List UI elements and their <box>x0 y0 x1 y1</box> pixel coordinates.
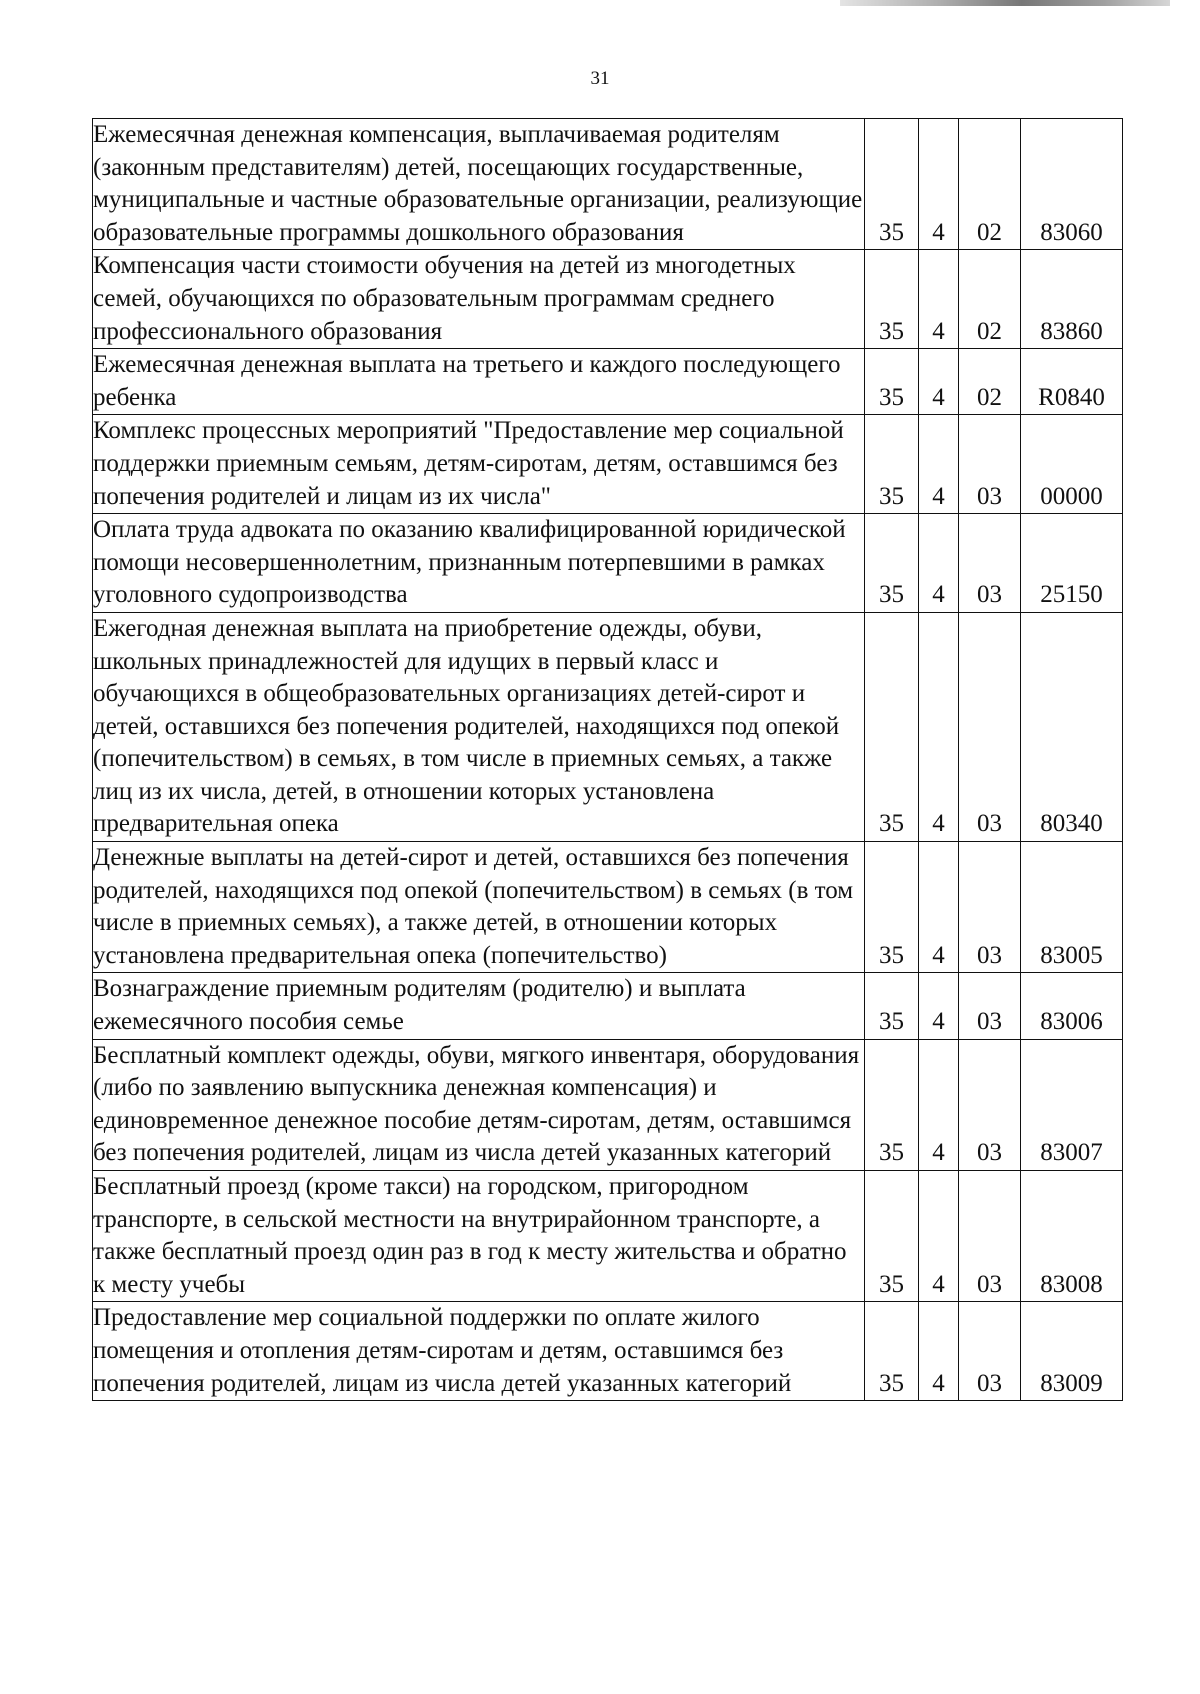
activity-code: 02 <box>959 250 1021 349</box>
table-row <box>93 119 1123 250</box>
direction-code: 83860 <box>1021 250 1123 349</box>
direction-code: 83005 <box>1021 842 1123 973</box>
direction-code: 83009 <box>1021 1302 1123 1401</box>
subprogram-code: 4 <box>919 1171 959 1302</box>
direction-code: 80340 <box>1021 612 1123 841</box>
direction-code: 83060 <box>1021 119 1123 250</box>
program-code: 35 <box>865 250 919 349</box>
program-code: 35 <box>865 973 919 1039</box>
table-row <box>93 514 1123 613</box>
row-name: Ежемесячная денежная выплата на третьего и каждого последующего ребенка <box>93 349 865 415</box>
activity-code: 02 <box>959 349 1021 415</box>
subprogram-code: 4 <box>919 349 959 415</box>
row-name: Денежные выплаты на детей-сирот и детей, оставшихся без попечения родителей, находящихся под опекой (попечительством) в семьях (в том числе в приемных семьях), а также детей, в отношении которых установлена предварительная опека (попечительство) <box>93 842 865 973</box>
activity-code: 02 <box>959 119 1021 250</box>
activity-code: 03 <box>959 612 1021 841</box>
program-code: 35 <box>865 514 919 613</box>
row-name: Комплекс процессных мероприятий "Предоставление мер социальной поддержки приемным семьям, детям-сиротам, детям, оставшимся без попечения родителей и лицам из их числа" <box>93 415 865 514</box>
subprogram-code: 4 <box>919 119 959 250</box>
activity-code: 03 <box>959 842 1021 973</box>
direction-code: 83006 <box>1021 973 1123 1039</box>
row-name: Ежемесячная денежная компенсация, выплачиваемая родителям (законным представителям) детей, посещающих государственные, муниципальные и частные образовательные организации, реализующие образовательные программы дошкольного образования <box>93 119 865 250</box>
subprogram-code: 4 <box>919 415 959 514</box>
program-code: 35 <box>865 1039 919 1170</box>
table-row <box>93 842 1123 973</box>
activity-code: 03 <box>959 415 1021 514</box>
table-row <box>93 415 1123 514</box>
row-name: Оплата труда адвоката по оказанию квалифицированной юридической помощи несовершеннолетним, признанным потерпевшими в рамках уголовного судопроизводства <box>93 514 865 613</box>
table-row <box>93 612 1123 841</box>
table-row <box>93 1171 1123 1302</box>
activity-code: 03 <box>959 1039 1021 1170</box>
activity-code: 03 <box>959 1171 1021 1302</box>
activity-code: 03 <box>959 973 1021 1039</box>
direction-code: R0840 <box>1021 349 1123 415</box>
program-code: 35 <box>865 842 919 973</box>
budget-classification-table <box>92 118 1123 1401</box>
row-name: Бесплатный комплект одежды, обуви, мягкого инвентаря, оборудования (либо по заявлению выпускника денежная компенсация) и единовременное денежное пособие детям-сиротам, детям, оставшимся без попечения родителей, лицам из числа детей указанных категорий <box>93 1039 865 1170</box>
row-name: Ежегодная денежная выплата на приобретение одежды, обуви, школьных принадлежностей для идущих в первый класс и обучающихся в общеобразовательных организациях детей-сирот и детей, оставшихся без попечения родителей, находящихся под опекой (попечительством) в семьях, в том числе в приемных семьях, а также лиц из их числа, детей, в отношении которых установлена предварительная опека <box>93 612 865 841</box>
direction-code: 25150 <box>1021 514 1123 613</box>
program-code: 35 <box>865 1171 919 1302</box>
subprogram-code: 4 <box>919 612 959 841</box>
subprogram-code: 4 <box>919 973 959 1039</box>
program-code: 35 <box>865 1302 919 1401</box>
scan-artifact <box>840 0 1170 6</box>
program-code: 35 <box>865 612 919 841</box>
direction-code: 00000 <box>1021 415 1123 514</box>
program-code: 35 <box>865 415 919 514</box>
row-name: Предоставление мер социальной поддержки по оплате жилого помещения и отопления детям-сиротам и детям, оставшимся без попечения родителей, лицам из числа детей указанных категорий <box>93 1302 865 1401</box>
subprogram-code: 4 <box>919 1039 959 1170</box>
program-code: 35 <box>865 119 919 250</box>
row-name: Компенсация части стоимости обучения на детей из многодетных семей, обучающихся по образовательным программам среднего профессионального образования <box>93 250 865 349</box>
subprogram-code: 4 <box>919 514 959 613</box>
table-row <box>93 250 1123 349</box>
subprogram-code: 4 <box>919 250 959 349</box>
subprogram-code: 4 <box>919 1302 959 1401</box>
program-code: 35 <box>865 349 919 415</box>
table-row <box>93 1039 1123 1170</box>
activity-code: 03 <box>959 514 1021 613</box>
subprogram-code: 4 <box>919 842 959 973</box>
table-row <box>93 349 1123 415</box>
table-row <box>93 1302 1123 1401</box>
page-number: 31 <box>590 68 610 89</box>
activity-code: 03 <box>959 1302 1021 1401</box>
table-row <box>93 973 1123 1039</box>
direction-code: 83007 <box>1021 1039 1123 1170</box>
direction-code: 83008 <box>1021 1171 1123 1302</box>
row-name: Вознаграждение приемным родителям (родителю) и выплата ежемесячного пособия семье <box>93 973 865 1039</box>
row-name: Бесплатный проезд (кроме такси) на городском, пригородном транспорте, в сельской местности на внутрирайонном транспорте, а также бесплатный проезд один раз в год к месту жительства и обратно к месту учебы <box>93 1171 865 1302</box>
